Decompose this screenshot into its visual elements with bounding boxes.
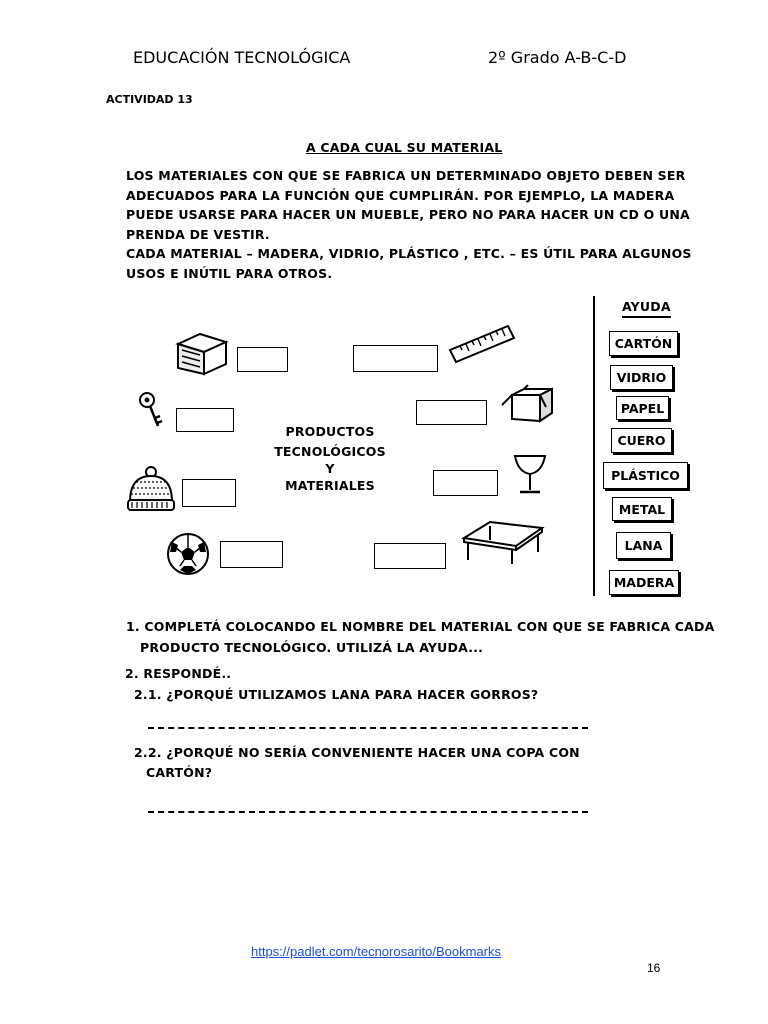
question-2-2-line-1: 2.2. ¿PORQUÉ NO SERÍA CONVENIENTE HACER UNA COPA CON [134, 745, 580, 760]
question-2-1: 2.1. ¿PORQUÉ UTILIZAMOS LANA PARA HACER GORROS? [134, 687, 539, 702]
help-word: PLÁSTICO [603, 462, 688, 489]
answer-box-box[interactable] [416, 400, 487, 425]
ruler-icon [446, 320, 518, 364]
worksheet-title: A CADA CUAL SU MATERIAL [306, 140, 503, 155]
grade-label: 2º Grado A-B-C-D [488, 48, 627, 67]
intro-line: PRENDA DE VESTIR. [126, 226, 270, 242]
question-1-line-1: 1. COMPLETÁ COLOCANDO EL NOMBRE DEL MATERIAL CON QUE SE FABRICA CADA [126, 619, 715, 634]
wool-hat-icon [124, 466, 178, 514]
padlet-link[interactable]: https://padlet.com/tecnorosarito/Bookmarks [251, 944, 502, 959]
intro-line: PUEDE USARSE PARA HACER UN MUEBLE, PERO NO PARA HACER UN CD O UNA [126, 207, 690, 222]
help-word: METAL [612, 497, 672, 521]
help-word: CUERO [611, 428, 672, 453]
intro-line: CADA MATERIAL – MADERA, VIDRIO, PLÁSTICO , ETC. – ES ÚTIL PARA ALGUNOS [126, 246, 692, 261]
intro-paragraph [126, 166, 692, 283]
answer-line-2-1[interactable] [148, 727, 588, 729]
help-title: AYUDA [622, 299, 671, 318]
help-word: MADERA [609, 570, 679, 595]
answer-line-2-2[interactable] [148, 811, 588, 813]
help-word: PAPEL [616, 396, 669, 420]
answer-box-key[interactable] [176, 408, 234, 432]
help-word: LANA [616, 532, 671, 559]
center-label-line: Y [325, 461, 335, 476]
intro-line: USOS E INÚTIL PARA OTROS. [126, 265, 333, 281]
table-icon [460, 514, 544, 566]
answer-box-table[interactable] [374, 543, 446, 569]
question-2-2-line-2: CARTÓN? [146, 765, 213, 780]
intro-line: ADECUADOS PARA LA FUNCIÓN QUE CUMPLIRÁN. POR EJEMPLO, LA MADERA [126, 187, 675, 203]
help-divider [593, 296, 595, 596]
center-label-line: TECNOLÓGICOS [274, 444, 386, 459]
book-icon [170, 330, 232, 376]
answer-box-ruler[interactable] [353, 345, 438, 372]
page-number: 16 [647, 961, 661, 975]
center-label-line: PRODUCTOS [285, 424, 375, 439]
answer-box-book[interactable] [237, 347, 288, 372]
subject-title: EDUCACIÓN TECNOLÓGICA [133, 48, 351, 67]
soccer-ball-icon [166, 532, 210, 576]
center-label-line: MATERIALES [285, 478, 375, 493]
help-word: VIDRIO [610, 365, 673, 390]
help-word: CARTÓN [609, 331, 678, 356]
center-label [272, 422, 388, 496]
answer-box-ball[interactable] [220, 541, 283, 568]
activity-label: ACTIVIDAD 13 [106, 93, 193, 106]
wine-glass-icon [512, 452, 548, 496]
question-2: 2. RESPONDÉ.. [125, 666, 232, 681]
intro-line: LOS MATERIALES CON QUE SE FABRICA UN DETERMINADO OBJETO DEBEN SER [126, 168, 686, 183]
box-icon [498, 385, 560, 425]
question-1-line-2: PRODUCTO TECNOLÓGICO. UTILIZÁ LA AYUDA... [140, 640, 484, 655]
key-icon [136, 390, 166, 434]
answer-box-glass[interactable] [433, 470, 498, 496]
answer-box-hat[interactable] [182, 479, 236, 507]
